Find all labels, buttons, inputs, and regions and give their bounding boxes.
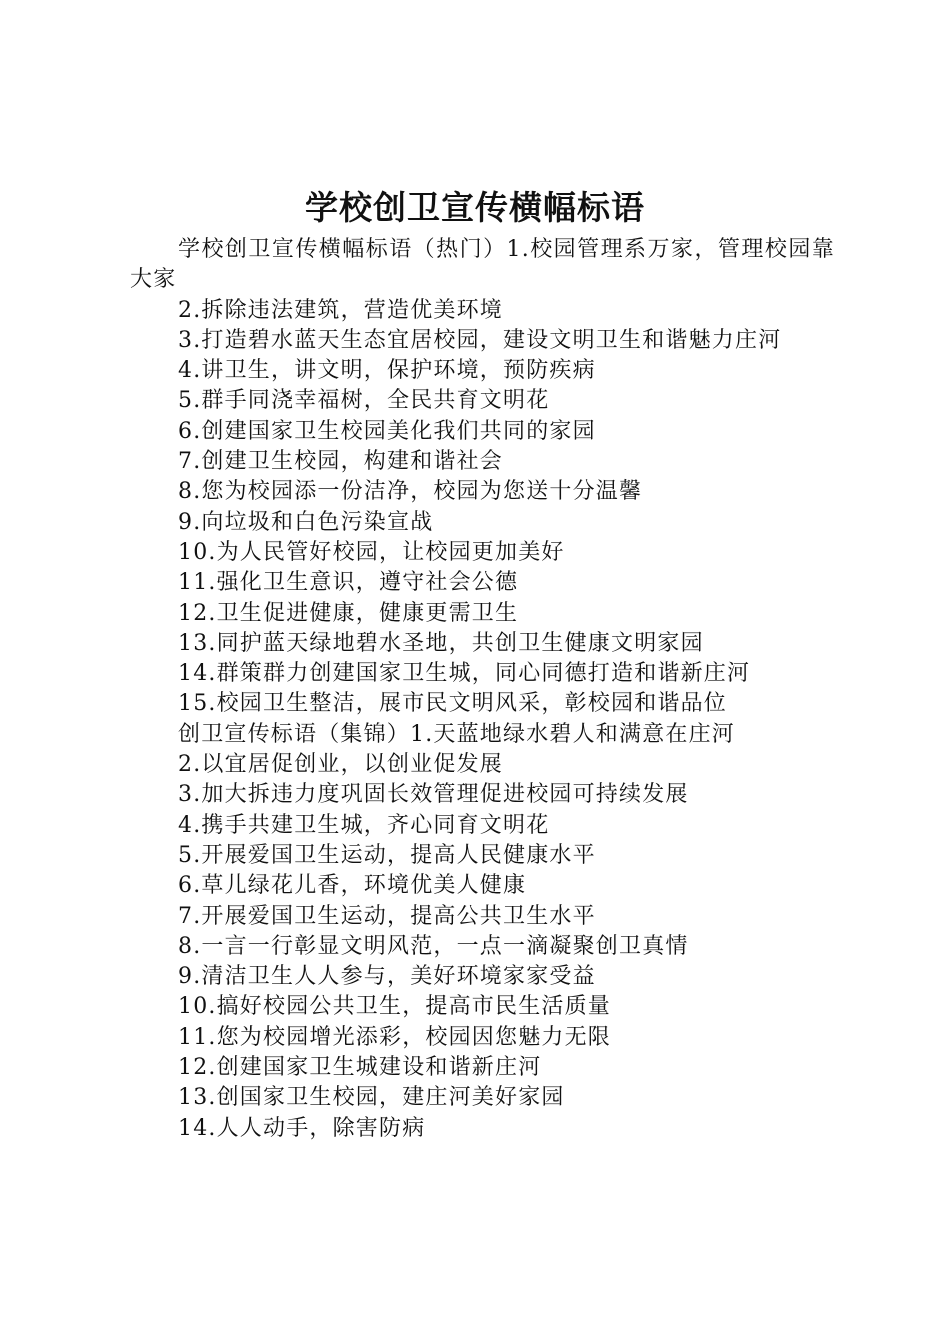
paragraph: 8.您为校园添一份洁净，校园为您送十分温馨 (178, 479, 643, 505)
paragraph: 10.为人民管好校园，让校园更加美好 (178, 539, 565, 565)
paragraph: 13.同护蓝天绿地碧水圣地，共创卫生健康文明家园 (178, 630, 704, 656)
paragraph: 4.讲卫生，讲文明，保护环境，预防疾病 (178, 358, 596, 384)
paragraph: 9.清洁卫生人人参与，美好环境家家受益 (178, 964, 596, 990)
paragraph: 6.草儿绿花儿香，环境优美人健康 (178, 873, 527, 899)
paragraph: 3.加大拆违力度巩固长效管理促进校园可持续发展 (178, 782, 689, 808)
paragraph: 15.校园卫生整洁，展市民文明风采，彰校园和谐品位 (178, 691, 727, 717)
paragraph: 7.创建卫生校园，构建和谐社会 (178, 449, 503, 475)
paragraph: 8.一言一行彰显文明风范，一点一滴凝聚创卫真情 (178, 933, 689, 959)
paragraph: 7.开展爱国卫生运动，提高公共卫生水平 (178, 903, 596, 929)
paragraph: 创卫宣传标语（集锦）1.天蓝地绿水碧人和满意在庄河 (178, 721, 735, 747)
paragraph: 2.以宜居促创业，以创业促发展 (178, 752, 503, 778)
paragraph: 6.创建国家卫生校园美化我们共同的家园 (178, 418, 596, 444)
document-body (130, 235, 835, 1144)
paragraph: 14.人人动手，除害防病 (178, 1115, 426, 1141)
paragraph: 10.搞好校园公共卫生，提高市民生活质量 (178, 994, 611, 1020)
document-title: 学校创卫宣传横幅标语 (305, 188, 645, 227)
paragraph: 13.创国家卫生校园，建庄河美好家园 (178, 1085, 565, 1111)
paragraph: 4.携手共建卫生城，齐心同育文明花 (178, 812, 550, 838)
paragraph: 学校创卫宣传横幅标语（热门）1.校园管理系万家，管理校园靠大家 (130, 237, 835, 293)
paragraph: 14.群策群力创建国家卫生城，同心同德打造和谐新庄河 (178, 661, 751, 687)
paragraph: 12.创建国家卫生城建设和谐新庄河 (178, 1055, 542, 1081)
paragraph: 11.强化卫生意识，遵守社会公德 (178, 570, 519, 596)
paragraph: 12.卫生促进健康，健康更需卫生 (178, 600, 519, 626)
paragraph: 3.打造碧水蓝天生态宜居校园，建设文明卫生和谐魅力庄河 (178, 327, 782, 353)
paragraph: 5.开展爱国卫生运动，提高人民健康水平 (178, 842, 596, 868)
paragraph: 5.群手同浇幸福树，全民共育文明花 (178, 388, 550, 414)
paragraph: 2.拆除违法建筑，营造优美环境 (178, 297, 503, 323)
paragraph: 9.向垃圾和白色污染宣战 (178, 509, 434, 535)
paragraph: 11.您为校园增光添彩，校园因您魅力无限 (178, 1024, 611, 1050)
